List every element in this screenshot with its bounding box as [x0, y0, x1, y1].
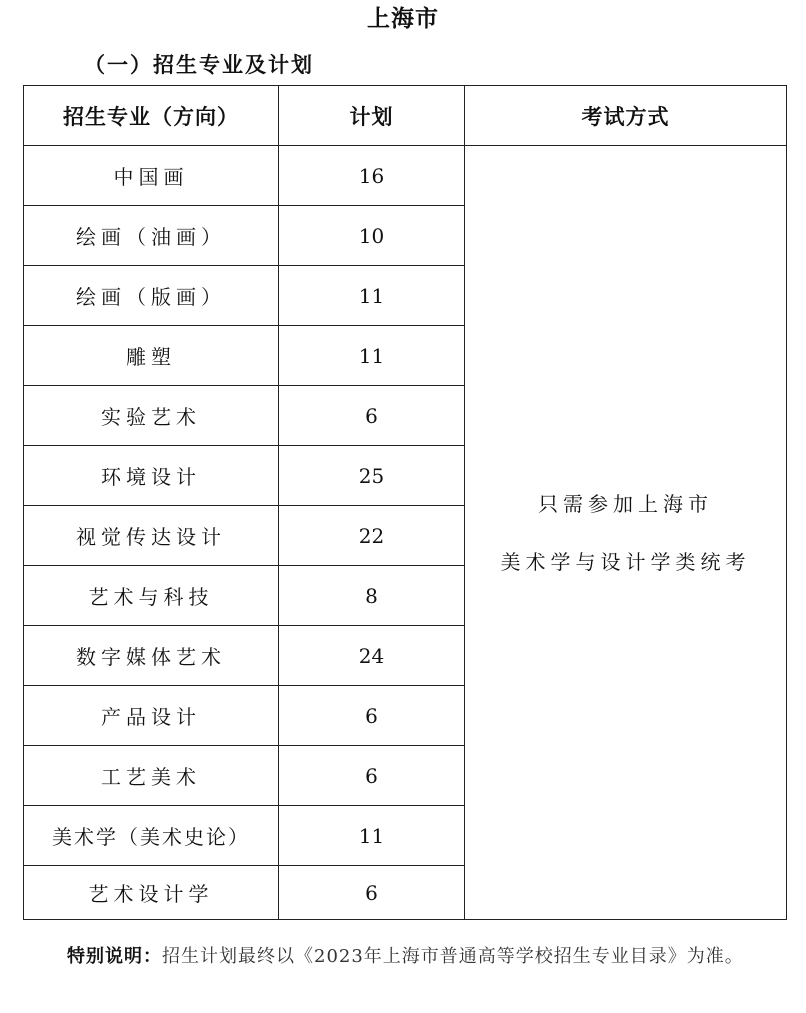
plan-cell: 8 [279, 566, 465, 626]
major-cell: 艺术与科技 [24, 566, 279, 626]
admission-plan-table [23, 85, 787, 920]
major-cell: 雕塑 [24, 326, 279, 386]
major-cell: 视觉传达设计 [24, 506, 279, 566]
column-header-exam-method: 考试方式 [465, 86, 787, 146]
plan-cell: 6 [279, 866, 465, 920]
plan-cell: 11 [279, 806, 465, 866]
major-cell: 数字媒体艺术 [24, 626, 279, 686]
plan-cell: 22 [279, 506, 465, 566]
special-note-label: 特别说明： [67, 946, 162, 967]
column-header-major: 招生专业（方向） [24, 86, 279, 146]
special-note-text: 招生计划最终以《2023年上海市普通高等学校招生专业目录》为准。 [162, 946, 744, 967]
table-row [24, 146, 787, 206]
plan-cell: 24 [279, 626, 465, 686]
plan-cell: 11 [279, 326, 465, 386]
major-cell: 环境设计 [24, 446, 279, 506]
plan-cell: 6 [279, 686, 465, 746]
major-cell: 绘画（版画） [24, 266, 279, 326]
plan-cell: 16 [279, 146, 465, 206]
plan-cell: 10 [279, 206, 465, 266]
plan-cell: 6 [279, 746, 465, 806]
section-heading: （一）招生专业及计划 [84, 53, 314, 77]
plan-cell: 25 [279, 446, 465, 506]
major-cell: 工艺美术 [24, 746, 279, 806]
special-note [23, 934, 793, 980]
plan-cell: 11 [279, 266, 465, 326]
major-cell: 产品设计 [24, 686, 279, 746]
major-cell: 中国画 [24, 146, 279, 206]
major-cell: 实验艺术 [24, 386, 279, 446]
major-cell: 绘画（油画） [24, 206, 279, 266]
table-header-row [24, 86, 787, 146]
major-cell: 美术学（美术史论） [24, 806, 279, 866]
column-header-plan: 计划 [279, 86, 465, 146]
exam-method-line-2: 美术学与设计学类统考 [500, 549, 751, 574]
exam-method-cell [465, 146, 787, 920]
plan-cell: 6 [279, 386, 465, 446]
page-title: 上海市 [367, 6, 439, 32]
exam-method-line-1: 只需参加上海市 [538, 491, 713, 516]
major-cell: 艺术设计学 [24, 866, 279, 920]
